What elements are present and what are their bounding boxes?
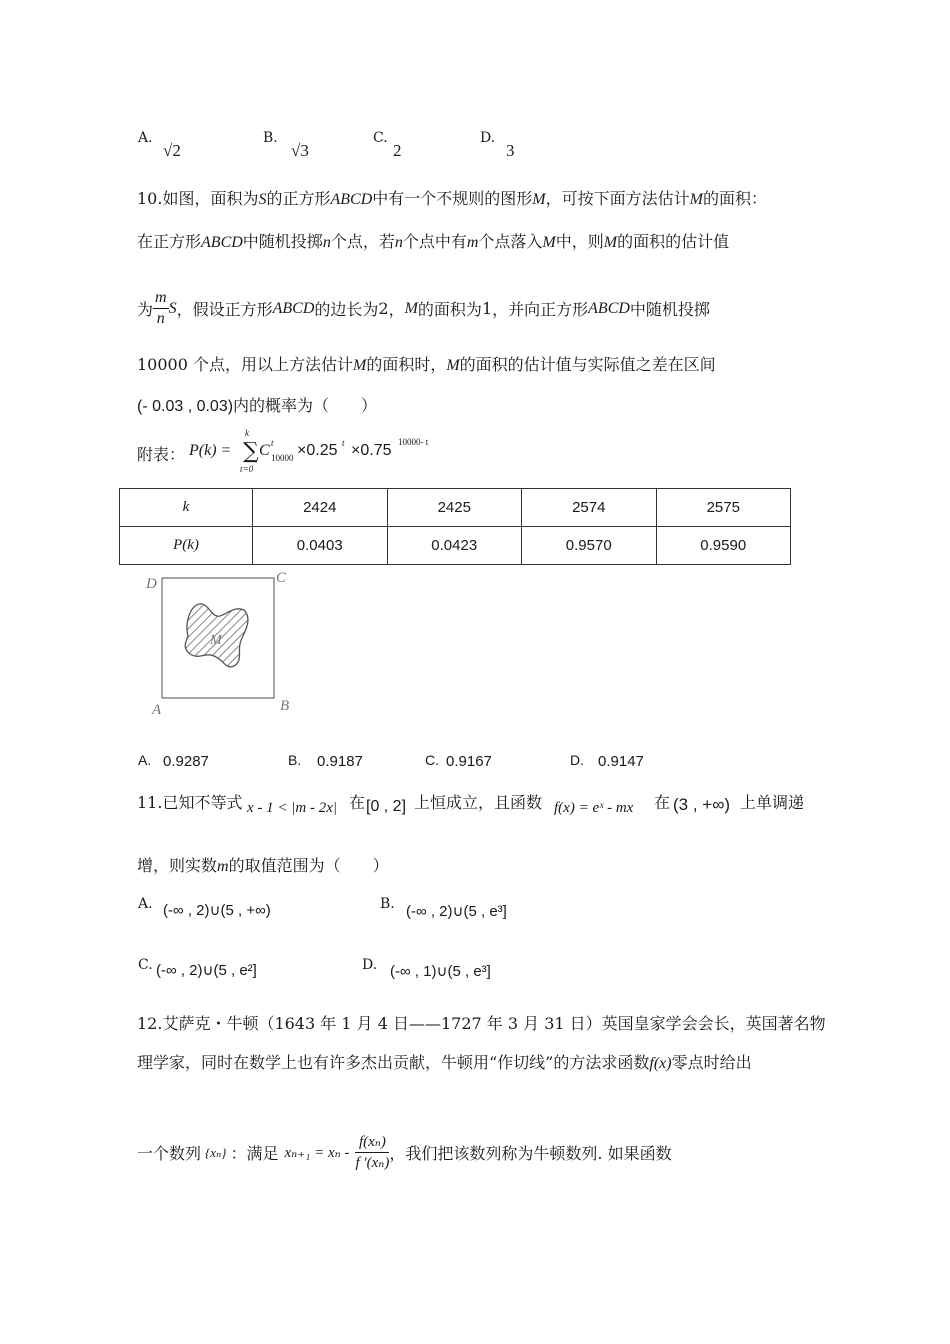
q10-option-a-label: A. bbox=[138, 752, 152, 768]
fraction-denominator: n bbox=[156, 310, 165, 327]
q10-text: 为 bbox=[137, 300, 154, 319]
q12-line-3 bbox=[137, 1132, 672, 1173]
value-2: 2 bbox=[378, 299, 389, 318]
q11-line-2 bbox=[137, 853, 389, 876]
table-cell: P(k) bbox=[120, 527, 253, 565]
fraction-m-over-n bbox=[153, 288, 169, 329]
q11-interval-1: [0 , 2] bbox=[366, 798, 407, 815]
q11-function: f(x) = eˣ - mx bbox=[554, 800, 634, 816]
q11-text: 上单调递 bbox=[740, 793, 805, 812]
q12-text: ，我们把该数列称为牛顿数列. 如果函数 bbox=[389, 1144, 672, 1163]
q12-text: 理学家，同时在数学上也有许多杰出贡献，牛顿用“作切线”的方法求函数 bbox=[137, 1053, 650, 1072]
q9-option-d-value: 3 bbox=[506, 141, 515, 160]
var-n: n bbox=[322, 234, 331, 251]
var-S: S bbox=[258, 191, 267, 208]
var-M: M bbox=[353, 357, 367, 374]
figure-label-B: B bbox=[280, 698, 290, 714]
var-m: m bbox=[466, 234, 479, 251]
q10-text: 个点中有 bbox=[402, 232, 467, 251]
q12-text: 零点时给出 bbox=[671, 1053, 752, 1072]
q9-option-d-label: D. bbox=[480, 130, 496, 146]
q10-text: 的面积时， bbox=[366, 355, 447, 374]
q11-option-a-value: (-∞ , 2)∪(5 , +∞) bbox=[163, 902, 271, 919]
q11-text: 的取值范围为（ ） bbox=[228, 856, 389, 875]
interval: (- 0.03 , 0.03) bbox=[137, 398, 234, 415]
value-1: 1 bbox=[481, 299, 493, 318]
var-ABCD: ABCD bbox=[201, 234, 243, 251]
q10-line-5 bbox=[137, 393, 377, 416]
q11-text: 在 bbox=[349, 793, 366, 812]
table-cell: k bbox=[120, 489, 253, 527]
var-S: S bbox=[168, 299, 177, 317]
q11-option-d-value: (-∞ , 1)∪(5 , e³] bbox=[390, 963, 491, 980]
binomial-sup: t bbox=[271, 438, 274, 448]
sum-upper: k bbox=[245, 428, 249, 438]
q10-text: 中有一个不规则的图形 bbox=[372, 189, 533, 208]
factor-2: ×0.75 bbox=[351, 442, 392, 459]
appendix-formula bbox=[137, 428, 557, 476]
q11-text: 上恒成立，且函数 bbox=[414, 793, 543, 812]
fraction-numerator: f(xₙ) bbox=[355, 1132, 389, 1153]
q9-option-c-label: C. bbox=[373, 130, 388, 146]
q9-option-b-label: B. bbox=[263, 130, 278, 146]
sigma-symbol: ∑ bbox=[243, 439, 259, 464]
q12-line-2 bbox=[137, 1050, 752, 1073]
q11-interval-2: (3 , +∞) bbox=[673, 795, 730, 814]
var-ABCD: ABCD bbox=[330, 191, 373, 208]
q10-text: 个点落入 bbox=[478, 232, 543, 251]
q9-option-b-value: √3 bbox=[291, 141, 309, 160]
q11-option-c-value: (-∞ , 2)∪(5 , e²] bbox=[156, 962, 257, 979]
q10-text: ， bbox=[388, 300, 405, 319]
q11-option-b-label: B. bbox=[380, 896, 395, 912]
fraction-denominator: f ′(xₙ) bbox=[355, 1155, 390, 1171]
q11-text: 在 bbox=[654, 793, 671, 812]
q11-text: 增，则实数 bbox=[137, 856, 218, 875]
binomial-C: C bbox=[259, 442, 270, 459]
var-M: M bbox=[689, 191, 703, 208]
probability-table bbox=[119, 488, 791, 565]
var-M: M bbox=[446, 357, 460, 374]
q9-option-a-label: A. bbox=[138, 130, 153, 146]
table-cell: 0.0403 bbox=[253, 527, 388, 565]
q10-text: 内的概率为（ ） bbox=[233, 396, 378, 415]
q10-line-1 bbox=[137, 186, 767, 209]
table-row bbox=[120, 489, 791, 527]
q11-inequality: x - 1 < |m - 2x| bbox=[247, 800, 338, 816]
function-fx: f(x) bbox=[649, 1055, 672, 1072]
table-cell: 2575 bbox=[656, 489, 791, 527]
var-M: M bbox=[542, 234, 556, 251]
figure-label-A: A bbox=[152, 702, 162, 716]
q12-line-1: 12.艾萨克・牛顿（1643 年 1 月 4 日——1727 年 3 月 31 日）英国皇家学会会长，英国著名物 bbox=[137, 1014, 826, 1033]
table-cell: 2425 bbox=[387, 489, 522, 527]
var-ABCD: ABCD bbox=[588, 299, 630, 317]
q10-text: 的面积： bbox=[702, 189, 767, 208]
table-cell: 2424 bbox=[253, 489, 388, 527]
exponent-2: 10000- t bbox=[398, 437, 429, 447]
q10-text: 10.如图，面积为 bbox=[137, 189, 259, 208]
q10-option-c-label: C. bbox=[425, 752, 439, 768]
q10-text: ，可按下面方法估计 bbox=[545, 189, 690, 208]
q11-option-d-label: D. bbox=[362, 957, 378, 973]
q11-option-a-label: A. bbox=[138, 896, 153, 912]
table-cell: 2574 bbox=[522, 489, 657, 527]
q10-option-b-label: B. bbox=[288, 752, 302, 768]
q10-option-d-value: 0.9147 bbox=[598, 753, 644, 770]
figure-label-M: M bbox=[210, 633, 222, 648]
q10-option-d-label: D. bbox=[570, 752, 584, 768]
q10-option-c-value: 0.9167 bbox=[446, 753, 492, 770]
q9-option-c-value: 2 bbox=[393, 141, 402, 160]
var-ABCD: ABCD bbox=[272, 299, 315, 317]
q10-line-4 bbox=[137, 352, 716, 375]
q10-text: 的面积为 bbox=[417, 300, 482, 319]
fraction-numerator: m bbox=[153, 288, 169, 309]
var-M: M bbox=[603, 234, 618, 251]
q10-option-b-value: 0.9187 bbox=[317, 753, 363, 770]
figure-label-D: D bbox=[146, 576, 157, 592]
formula-lhs: P(k) = bbox=[189, 442, 232, 459]
q12-text: ：满足 bbox=[230, 1144, 279, 1163]
var-M: M bbox=[532, 191, 546, 208]
square-figure bbox=[140, 566, 310, 716]
var-M: M bbox=[404, 299, 418, 317]
table-cell: 0.9590 bbox=[656, 527, 791, 565]
q10-text: 的边长为 bbox=[314, 300, 379, 319]
newton-fraction bbox=[355, 1132, 389, 1173]
table-cell: 0.0423 bbox=[387, 527, 522, 565]
q10-text: 中随机投掷 bbox=[629, 300, 710, 319]
q11-option-c-label: C. bbox=[138, 957, 153, 973]
q10-text: 10000 个点，用以上方法估计 bbox=[137, 355, 353, 374]
binomial-sub: 10000 bbox=[271, 453, 294, 463]
sequence-xn: {xₙ} bbox=[205, 1144, 227, 1160]
q10-line-3 bbox=[137, 288, 710, 329]
q9-option-a-value: √2 bbox=[163, 141, 181, 160]
sum-lower: t=0 bbox=[240, 464, 254, 474]
var-n: n bbox=[394, 234, 403, 251]
q10-text: 的正方形 bbox=[266, 189, 331, 208]
newton-recurrence-lhs: xₙ₊₁ = xₙ - bbox=[284, 1145, 350, 1161]
q12-text: 一个数列 bbox=[137, 1144, 202, 1163]
q11-option-b-value: (-∞ , 2)∪(5 , e³] bbox=[406, 903, 507, 920]
factor-1: ×0.25 bbox=[297, 442, 338, 459]
figure-label-C: C bbox=[276, 570, 287, 586]
q10-text: 在正方形 bbox=[137, 232, 202, 251]
q10-text: 的面积的估计值与实际值之差在区间 bbox=[459, 355, 716, 374]
q10-text: 中随机投掷 bbox=[242, 232, 323, 251]
table-cell: 0.9570 bbox=[522, 527, 657, 565]
q10-text: ，并向正方形 bbox=[492, 300, 589, 319]
q10-text: 的面积的估计值 bbox=[617, 232, 730, 251]
appendix-label: 附表： bbox=[137, 445, 186, 464]
table-row bbox=[120, 527, 791, 565]
exponent-1: t bbox=[342, 438, 345, 448]
var-m: m bbox=[217, 858, 229, 875]
q11-text: 11.已知不等式 bbox=[137, 793, 243, 812]
q10-line-2 bbox=[137, 229, 729, 252]
q10-option-a-value: 0.9287 bbox=[163, 753, 209, 770]
q10-text: 中，则 bbox=[555, 232, 604, 251]
q10-text: ，假设正方形 bbox=[176, 300, 273, 319]
q10-text: 个点，若 bbox=[330, 232, 395, 251]
